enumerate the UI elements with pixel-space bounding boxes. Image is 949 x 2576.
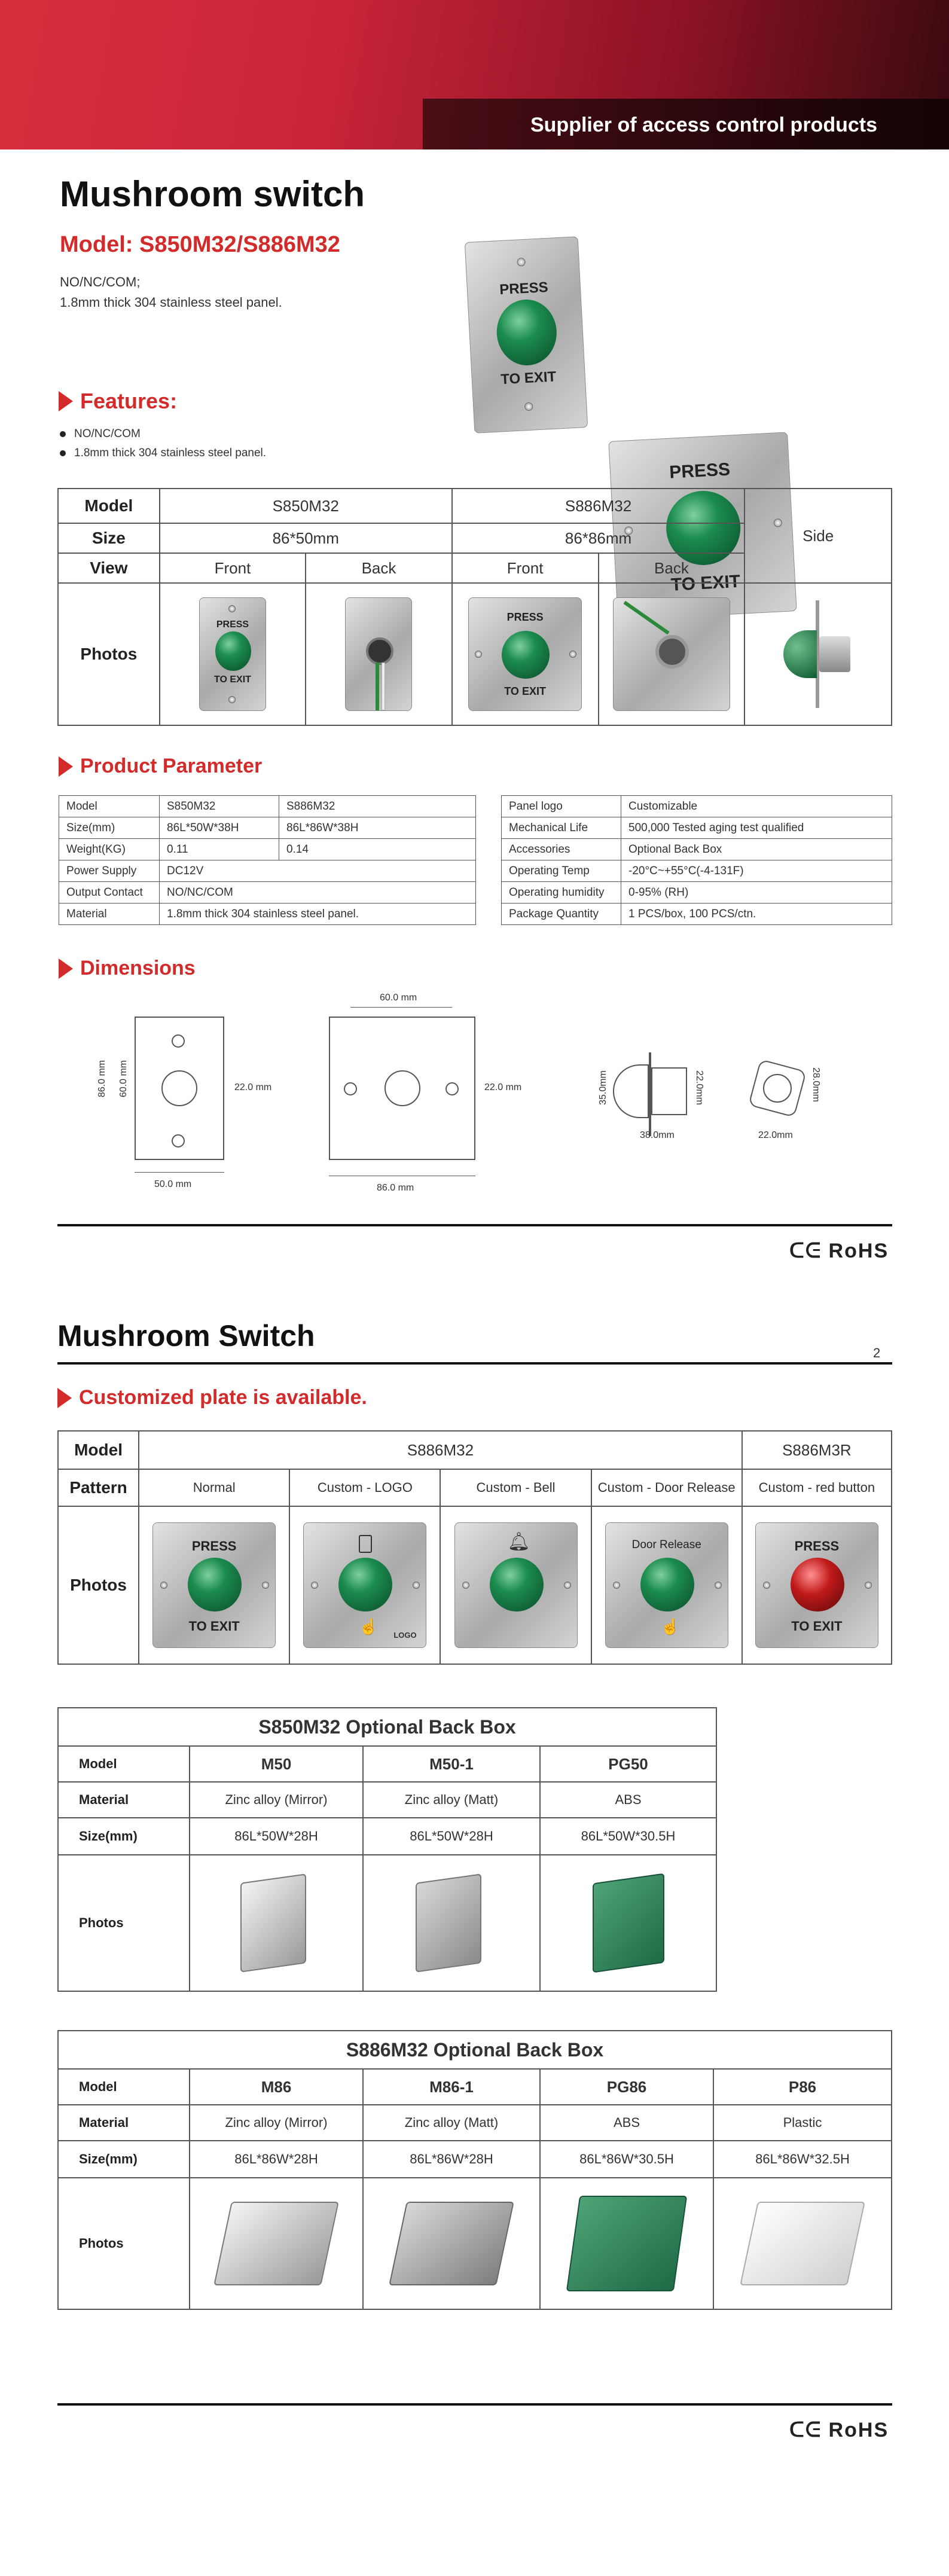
desc-line: NO/NC/COM; <box>60 274 141 289</box>
box-material: Zinc alloy (Matt) <box>363 2105 540 2141</box>
cell-view: Back <box>306 553 452 583</box>
feature-item: 1.8mm thick 304 stainless steel panel. <box>60 444 266 463</box>
cell-size-s886: 86*86mm <box>452 523 745 553</box>
label-model: Model <box>58 1746 190 1782</box>
photo-custom-door-release: Door Release ☝ <box>591 1506 742 1664</box>
param-heading <box>59 755 262 778</box>
label-pattern: Pattern <box>58 1469 139 1506</box>
pattern-logo: Custom - LOGO <box>289 1469 440 1506</box>
custom-plate-table <box>57 1430 892 1665</box>
param-cell: 0.11 <box>160 839 279 860</box>
param-cell: Output Contact <box>59 882 160 904</box>
hand-icon: ☝ <box>359 1617 379 1635</box>
param-cell: Mechanical Life <box>502 817 621 839</box>
box1-title: S850M32 Optional Back Box <box>58 1708 716 1746</box>
features-list <box>60 425 266 463</box>
custom-heading <box>57 1386 367 1409</box>
box-model: P86 <box>713 2069 892 2105</box>
param-cell: Customizable <box>621 796 892 817</box>
features-title: Features: <box>80 389 178 413</box>
door-icon <box>359 1535 372 1553</box>
photo-side <box>744 583 892 725</box>
cell-model-s886: S886M32 <box>139 1431 742 1469</box>
hand-icon: ☝ <box>660 1617 681 1635</box>
photo-m50 <box>190 1855 363 1991</box>
cell-size-s850: 86*50mm <box>160 523 452 553</box>
box-material: Zinc alloy (Mirror) <box>190 2105 363 2141</box>
param-cell: S886M32 <box>279 796 476 817</box>
to-exit-label: TO EXIT <box>500 368 557 388</box>
cell-model-s886: S886M32 <box>452 489 745 523</box>
triangle-marker-icon <box>59 756 73 777</box>
param-cell: 0-95% (RH) <box>621 882 892 904</box>
dim-label: 60.0 mm <box>118 1060 129 1098</box>
custom-title: Customized plate is available. <box>79 1386 367 1409</box>
photo-normal: PRESS TO EXIT <box>139 1506 289 1664</box>
label-size: Size <box>58 523 160 553</box>
dimensions-heading <box>59 957 196 980</box>
param-cell: Optional Back Box <box>621 839 892 860</box>
photo-m86-1 <box>363 2178 540 2309</box>
product-description <box>60 272 282 313</box>
dimensions-title: Dimensions <box>80 957 196 979</box>
s850-backbox-table <box>57 1707 717 1992</box>
box-material: ABS <box>540 2105 713 2141</box>
dim-label: 60.0 mm <box>380 993 417 1003</box>
dim-label: 28.0mm <box>810 1067 821 1102</box>
param-cell: NO/NC/COM <box>160 882 476 904</box>
press-label: PRESS <box>499 279 549 298</box>
box2-title: S886M32 Optional Back Box <box>58 2031 892 2069</box>
param-cell: 1.8mm thick 304 stainless steel panel. <box>160 904 476 925</box>
dim-label: 50.0 mm <box>154 1179 192 1189</box>
triangle-marker-icon <box>59 959 73 979</box>
hero-switch-s850 <box>465 236 588 434</box>
dim-label: 22.0mm <box>758 1130 793 1140</box>
box-model: M86 <box>190 2069 363 2105</box>
photo-back-s850 <box>306 583 452 725</box>
box-size: 86L*86W*32.5H <box>713 2141 892 2178</box>
param-cell: 0.14 <box>279 839 476 860</box>
feature-item: NO/NC/COM <box>60 425 266 444</box>
label-photos: Photos <box>58 583 160 725</box>
param-cell: 1 PCS/box, 100 PCS/ctn. <box>621 904 892 925</box>
cell-model-s886r: S886M3R <box>742 1431 892 1469</box>
photo-custom-logo <box>289 1506 440 1664</box>
box-model: M50 <box>190 1746 363 1782</box>
param-cell: Accessories <box>502 839 621 860</box>
label-model: Model <box>58 1431 139 1469</box>
dim-label: 22.0 mm <box>484 1082 522 1092</box>
box-model: PG86 <box>540 2069 713 2105</box>
features-heading <box>59 389 177 414</box>
param-table-right <box>501 795 892 925</box>
photo-front-s850: PRESS TO EXIT <box>160 583 306 725</box>
param-cell: 86L*86W*38H <box>279 817 476 839</box>
param-cell: Model <box>59 796 160 817</box>
dim-label: 86.0 mm <box>97 1060 108 1098</box>
param-cell: 86L*50W*38H <box>160 817 279 839</box>
param-cell: Operating Temp <box>502 860 621 882</box>
label-model: Model <box>58 2069 190 2105</box>
bell-icon: 🔔︎ <box>507 1532 530 1552</box>
photo-m50-1 <box>363 1855 540 1991</box>
label-size: Size(mm) <box>58 2141 190 2178</box>
logo-label: LOGO <box>393 1631 417 1640</box>
param-cell: Power Supply <box>59 860 160 882</box>
box-material: ABS <box>540 1782 716 1818</box>
photo-p86 <box>713 2178 892 2309</box>
box-size: 86L*50W*28H <box>363 1818 540 1855</box>
box-model: PG50 <box>540 1746 716 1782</box>
photo-back-s886 <box>599 583 745 725</box>
desc-line: 1.8mm thick 304 stainless steel panel. <box>60 295 282 310</box>
triangle-marker-icon <box>59 391 73 411</box>
param-title: Product Parameter <box>80 755 263 777</box>
box-size: 86L*86W*30.5H <box>540 2141 713 2178</box>
ce-rohs-mark: ᑕᕮ RoHS <box>789 2419 889 2441</box>
triangle-marker-icon <box>57 1388 72 1408</box>
page-title: Mushroom switch <box>60 174 365 214</box>
page2-title: Mushroom Switch <box>57 1319 315 1353</box>
label-photos: Photos <box>58 2178 190 2309</box>
page1-footer-rule <box>57 1224 892 1226</box>
cell-view: Front <box>452 553 599 583</box>
box-model: M50-1 <box>363 1746 540 1782</box>
param-cell: -20°C~+55°C(-4-131F) <box>621 860 892 882</box>
box-size: 86L*86W*28H <box>363 2141 540 2178</box>
page-number: 2 <box>873 1345 881 1360</box>
to-exit-label: TO EXIT <box>670 571 741 595</box>
param-cell: Material <box>59 904 160 925</box>
dim-label: 22.0mm <box>694 1070 704 1105</box>
press-label: PRESS <box>669 459 731 483</box>
box-size: 86L*86W*28H <box>190 2141 363 2178</box>
param-cell: Package Quantity <box>502 904 621 925</box>
photo-m86 <box>190 2178 363 2309</box>
page2-footer-rule <box>57 2403 892 2406</box>
param-cell: Size(mm) <box>59 817 160 839</box>
banner-tagline: Supplier of access control products <box>530 114 877 136</box>
label-view: View <box>58 553 160 583</box>
label-photos: Photos <box>58 1506 139 1664</box>
box-material: Zinc alloy (Matt) <box>363 1782 540 1818</box>
param-cell: DC12V <box>160 860 476 882</box>
photo-pg50 <box>540 1855 716 1991</box>
dimensions-drawing <box>72 993 897 1208</box>
label-material: Material <box>58 2105 190 2141</box>
box-size: 86L*50W*30.5H <box>540 1818 716 1855</box>
param-cell: 500,000 Tested aging test qualified <box>621 817 892 839</box>
cell-view: Back <box>599 553 745 583</box>
dim-label: 22.0 mm <box>234 1082 272 1092</box>
box-material: Zinc alloy (Mirror) <box>190 1782 363 1818</box>
green-dome <box>495 298 559 367</box>
photo-custom-bell <box>440 1506 591 1664</box>
model-heading: Model: S850M32/S886M32 <box>60 232 340 257</box>
label-model: Model <box>58 489 160 523</box>
dim-label: 86.0 mm <box>377 1183 414 1193</box>
box-model: M86-1 <box>363 2069 540 2105</box>
label-photos: Photos <box>58 1855 190 1991</box>
pattern-normal: Normal <box>139 1469 289 1506</box>
box-size: 86L*50W*28H <box>190 1818 363 1855</box>
dim-label: 35.0mm <box>597 1070 608 1105</box>
cell-model-s850: S850M32 <box>160 489 452 523</box>
page2-title-rule <box>57 1362 892 1365</box>
photo-red-button: PRESS TO EXIT <box>742 1506 892 1664</box>
ce-rohs-mark: ᑕᕮ RoHS <box>789 1240 889 1262</box>
photo-front-s886: PRESS TO EXIT <box>452 583 599 725</box>
param-cell: Panel logo <box>502 796 621 817</box>
photo-pg86 <box>540 2178 713 2309</box>
label-size: Size(mm) <box>58 1818 190 1855</box>
label-material: Material <box>58 1782 190 1818</box>
box-material: Plastic <box>713 2105 892 2141</box>
param-cell: Weight(KG) <box>59 839 160 860</box>
s886-backbox-table <box>57 2030 892 2310</box>
param-table-left <box>59 795 476 925</box>
pattern-door-release: Custom - Door Release <box>591 1469 742 1506</box>
param-cell: S850M32 <box>160 796 279 817</box>
cell-view: Front <box>160 553 306 583</box>
dim-label: 38.0mm <box>640 1130 675 1140</box>
param-cell: Operating humidity <box>502 882 621 904</box>
pattern-red-button: Custom - red button <box>742 1469 892 1506</box>
pattern-bell: Custom - Bell <box>440 1469 591 1506</box>
label-side: Side <box>744 489 892 583</box>
overview-table <box>57 488 892 726</box>
